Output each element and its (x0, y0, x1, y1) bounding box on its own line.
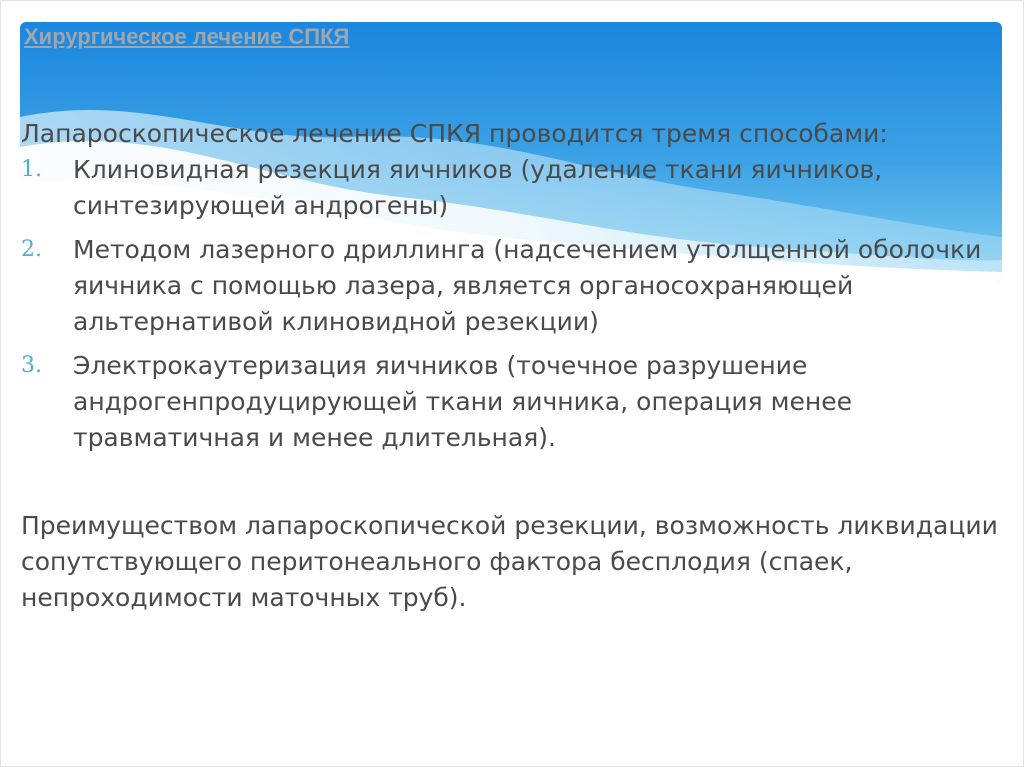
list-item-number: 3. (21, 353, 42, 378)
list-item-number: 2. (21, 237, 42, 262)
conclusion-text: Преимуществом лапароскопической резекции, возможность ликвидации сопутствующего перитонеального фактора бесплодия (спаек, непроходимости маточных труб). (21, 511, 998, 612)
list-item-number: 1. (21, 157, 42, 182)
list-item-text: Клиновидная резекция яичников (удаление ткани яичников, синтезирующей андрогены) (73, 155, 883, 220)
list-item-text: Электрокаутеризация яичников (точечное разрушение андрогенпродуцирующей ткани яичника, операция менее травматичная и менее длительная). (73, 351, 852, 452)
intro-text: Лапароскопическое лечение СПКЯ проводится тремя способами: (21, 119, 888, 148)
list-item (21, 348, 1006, 456)
list-item (21, 152, 1006, 224)
slide-title: Хирургическое лечение СПКЯ (24, 24, 350, 49)
list-item (21, 232, 1006, 340)
methods-list (21, 152, 1006, 456)
slide-content (21, 116, 1006, 616)
list-item-text: Методом лазерного дриллинга (надсечением утолщенной оболочки яичника с помощью лазера, является органосохраняющей альтернативой клиновидной резекции) (73, 235, 982, 336)
